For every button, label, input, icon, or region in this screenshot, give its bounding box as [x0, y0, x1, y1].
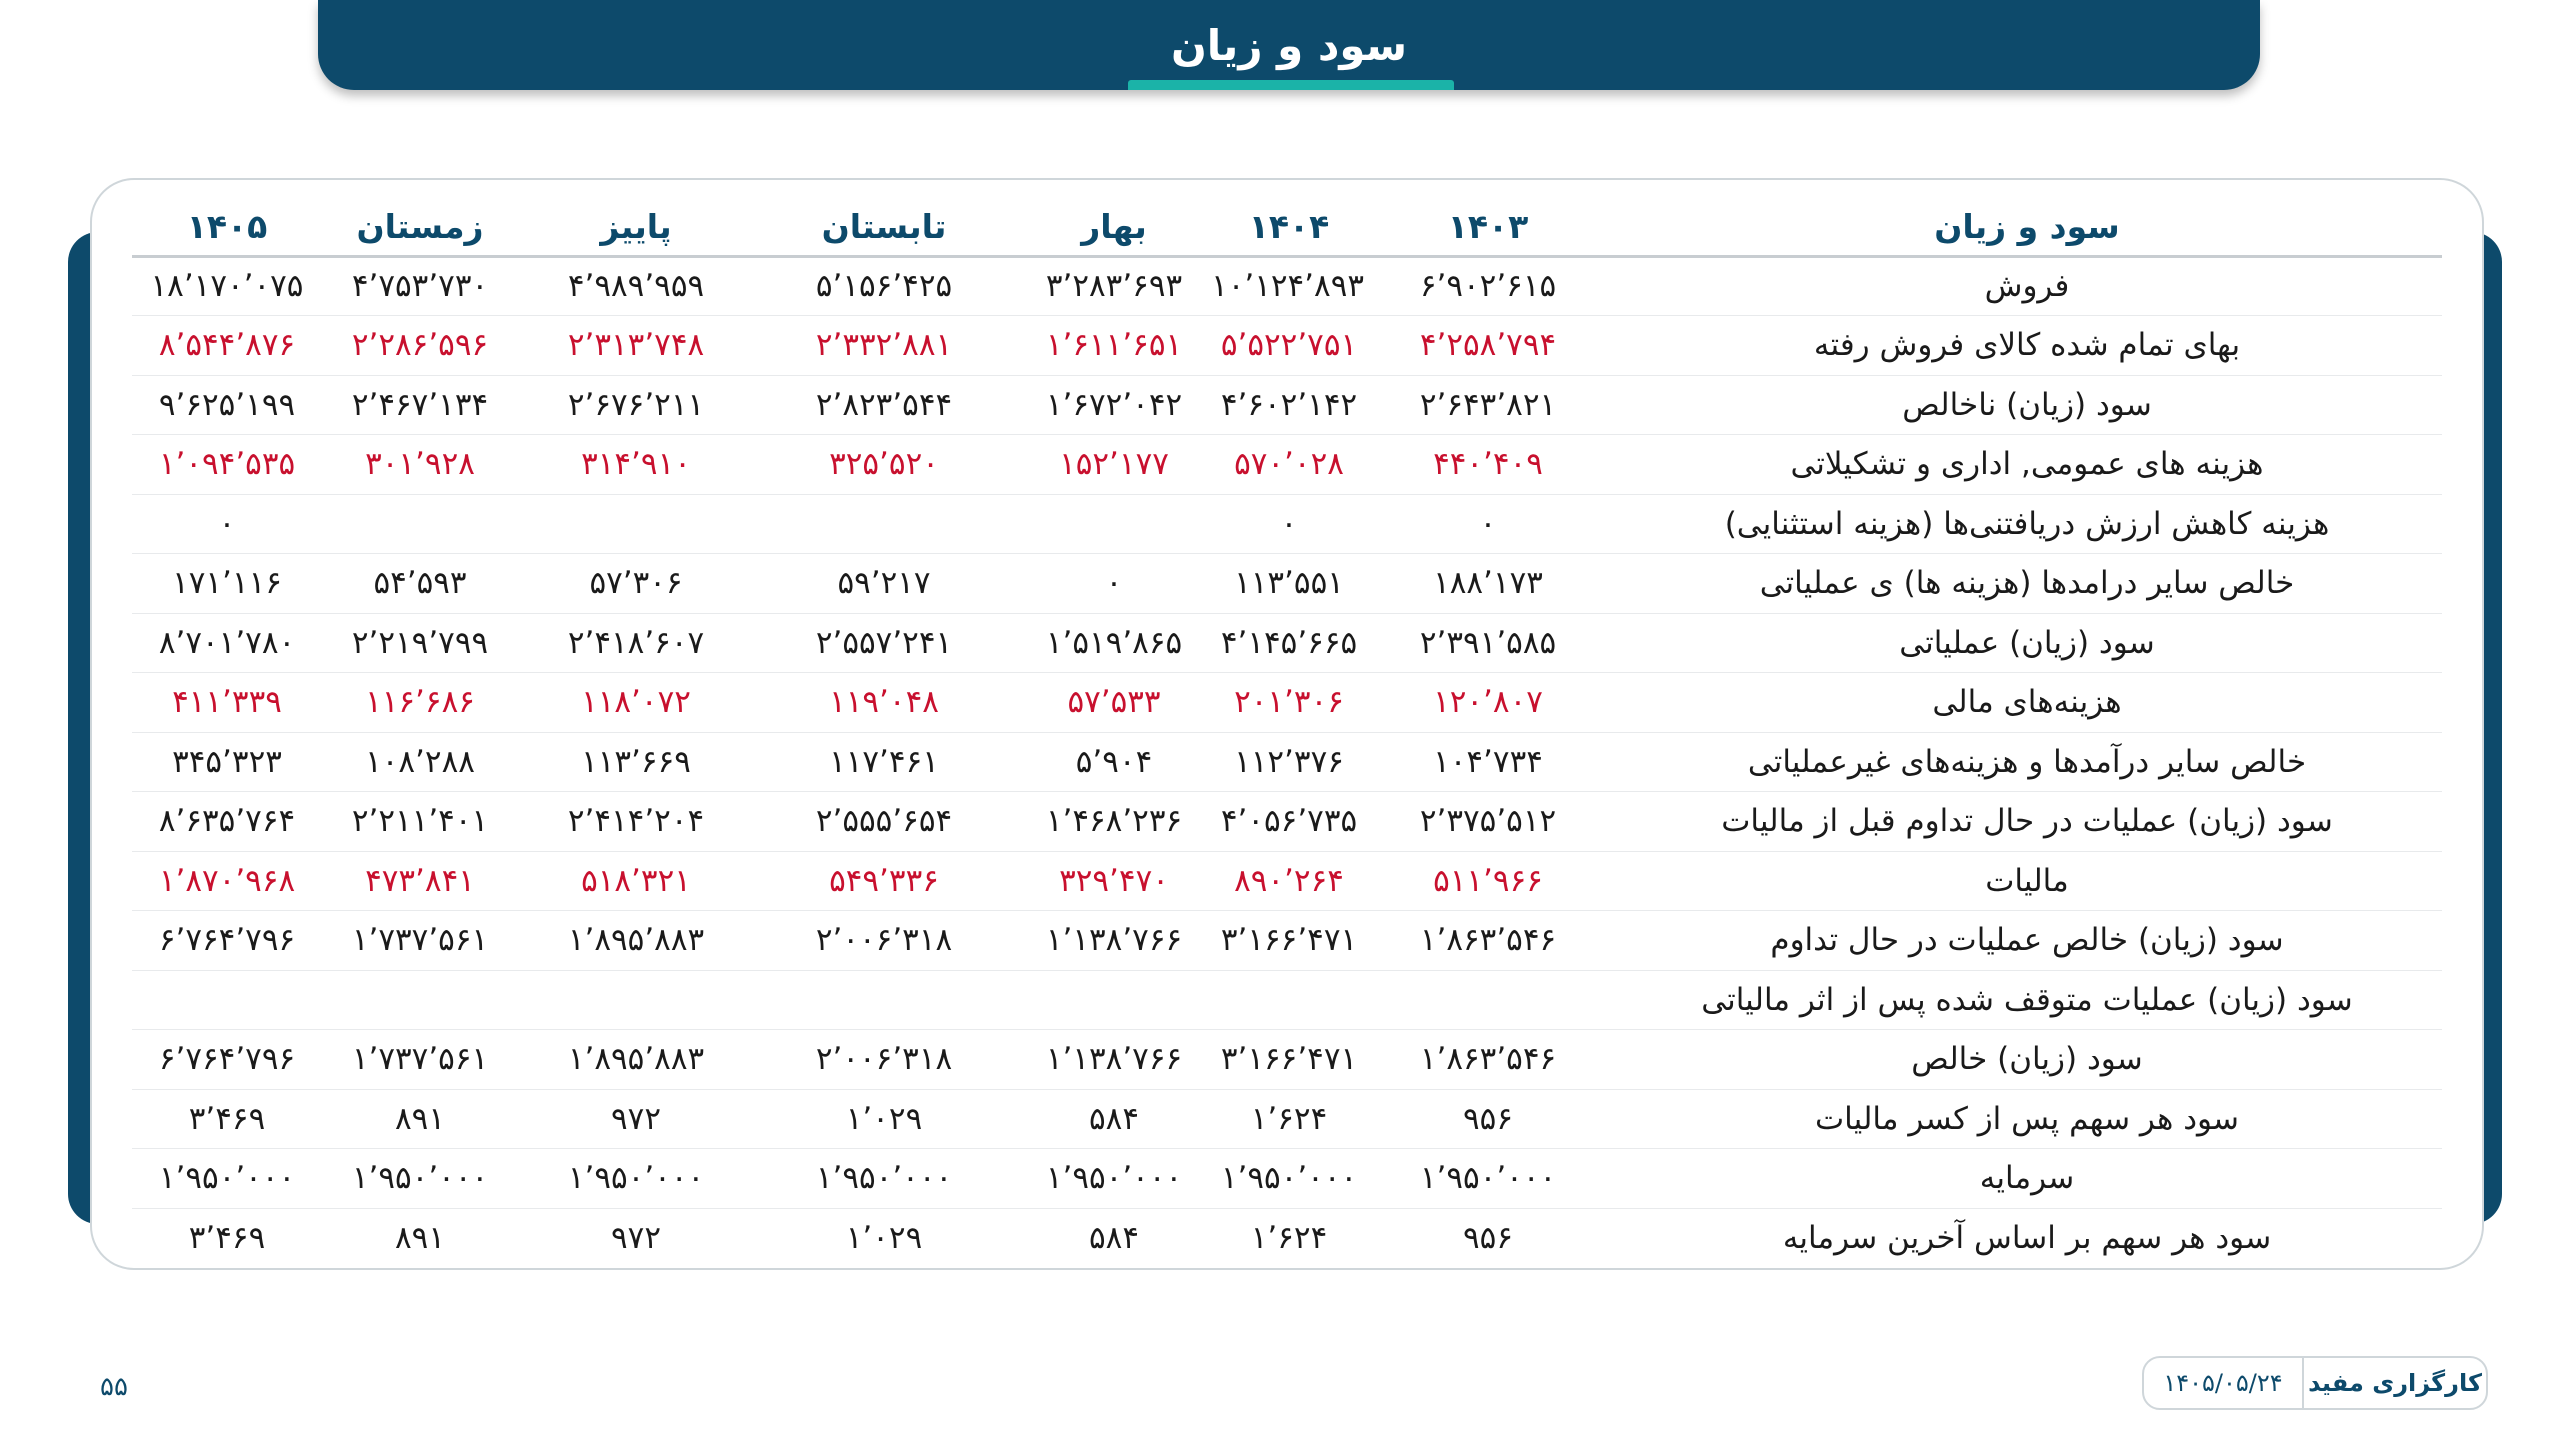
table-cell: [1014, 494, 1214, 554]
table-cell: ۸٬۷۰۱٬۷۸۰: [132, 613, 322, 673]
table-cell: ۳٬۲۸۳٬۶۹۳: [1014, 256, 1214, 316]
table-row: [132, 1149, 2442, 1209]
table-row: [132, 256, 2442, 316]
table-cell: ۱٬۶۷۲٬۰۴۲: [1014, 375, 1214, 435]
table-cell: ۵٬۱۵۶٬۴۲۵: [754, 256, 1014, 316]
table-cell: ۱٬۶۱۱٬۶۵۱: [1014, 316, 1214, 376]
table-cell: ۱۷۱٬۱۱۶: [132, 554, 322, 614]
table-cell: ۲۰۱٬۳۰۶: [1214, 673, 1364, 733]
table-cell: [132, 970, 322, 1030]
table-cell: ۱٬۸۹۵٬۸۸۳: [518, 1030, 754, 1090]
table-cell: ۴٬۶۰۲٬۱۴۲: [1214, 375, 1364, 435]
row-label: سود (زیان) عملیات در حال تداوم قبل از مالیات: [1612, 792, 2442, 852]
table-cell: ۱٬۶۲۴: [1214, 1089, 1364, 1149]
row-label: هزینه‌های مالی: [1612, 673, 2442, 733]
table-cell: ۴٬۰۵۶٬۷۳۵: [1214, 792, 1364, 852]
table-cell: ۱۱۶٬۶۸۶: [322, 673, 518, 733]
table-cell: ۳٬۴۶۹: [188, 1220, 266, 1256]
report-date: ۱۴۰۵/۰۵/۲۴: [2144, 1358, 2304, 1408]
row-label: خالص سایر درآمدها و هزینه‌های غیرعملیاتی: [1612, 732, 2442, 792]
title-accent-bar: [1128, 80, 1454, 90]
table-row: [132, 613, 2442, 673]
table-cell: ۵۸۴: [1089, 1220, 1139, 1256]
row-label: سود هر سهم پس از کسر مالیات: [1612, 1089, 2442, 1149]
table-row: [132, 851, 2442, 911]
table-cell: [322, 970, 518, 1030]
row-label: خالص سایر درامدها (هزینه ها) ی عملیاتی: [1612, 554, 2442, 614]
table-cell: ۱٬۹۵۰٬۰۰۰: [518, 1149, 754, 1209]
table-cell: ۱۰۸٬۲۸۸: [322, 732, 518, 792]
table-cell: ۲٬۲۱۱٬۴۰۱: [322, 792, 518, 852]
table-cell: ۱٬۸۹۵٬۸۸۳: [518, 911, 754, 971]
table-cell: ۵٬۵۲۲٬۷۵۱: [1214, 316, 1364, 376]
table-cell: ۱٬۷۳۷٬۵۶۱: [322, 911, 518, 971]
table-cell: ۴۷۳٬۸۴۱: [322, 851, 518, 911]
table-cell: ۳٬۱۶۶٬۴۷۱: [1214, 1030, 1364, 1090]
table-cell: ۹۵۶: [1364, 1089, 1612, 1149]
table-cell: ۴٬۲۵۸٬۷۹۴: [1364, 316, 1612, 376]
table-cell: ۱٬۹۵۰٬۰۰۰: [132, 1149, 322, 1209]
table-body: [132, 256, 2442, 1268]
table-cell: ۵٬۹۰۴: [1014, 732, 1214, 792]
table-cell: ۲٬۳۳۲٬۸۸۱: [754, 316, 1014, 376]
table-cell: [1364, 970, 1612, 1030]
column-header: ۱۴۰۵: [132, 198, 322, 256]
table-cell: ۸۹۱: [395, 1220, 445, 1256]
table-cell: [754, 970, 1014, 1030]
row-label: فروش: [1612, 256, 2442, 316]
table-cell: ۱۸٬۱۷۰٬۰۷۵: [132, 256, 322, 316]
table-cell: ۸٬۶۳۵٬۷۶۴: [132, 792, 322, 852]
table-cell: ۳۴۵٬۳۲۳: [132, 732, 322, 792]
page-title: سود و زیان: [1170, 20, 1408, 70]
table-row: [132, 1208, 2442, 1268]
table-cell: ۳۰۱٬۹۲۸: [322, 435, 518, 495]
column-header: تابستان: [754, 198, 1014, 256]
column-header: ۱۴۰۴: [1214, 198, 1364, 256]
income-statement-table: [132, 198, 2442, 1268]
table-cell: ۵۴٬۵۹۳: [322, 554, 518, 614]
brand-name: کارگزاری مفید: [2308, 1369, 2482, 1397]
table-cell: ۱۸۸٬۱۷۳: [1364, 554, 1612, 614]
table-cell: ۱٬۱۳۸٬۷۶۶: [1014, 911, 1214, 971]
table-row: [132, 1030, 2442, 1090]
table-cell: ۱٬۹۵۰٬۰۰۰: [754, 1149, 1014, 1209]
table-cell: ۵۱۸٬۳۲۱: [518, 851, 754, 911]
table-cell: ۸٬۵۴۴٬۸۷۶: [132, 316, 322, 376]
table-cell: ۲٬۶۷۶٬۲۱۱: [518, 375, 754, 435]
table-cell: ۵۸۴: [1014, 1089, 1214, 1149]
table-cell: ۲٬۲۸۶٬۵۹۶: [322, 316, 518, 376]
table-cell: [1214, 970, 1364, 1030]
table-cell: ۱۱۲٬۳۷۶: [1214, 732, 1364, 792]
table-cell: ۲٬۳۱۳٬۷۴۸: [518, 316, 754, 376]
table-cell: ۴۱۱٬۳۳۹: [132, 673, 322, 733]
table-cell: [322, 494, 518, 554]
table-cell: ۰: [132, 494, 322, 554]
table-cell: ۱٬۴۶۸٬۲۳۶: [1014, 792, 1214, 852]
table-cell: ۱٬۰۲۹: [845, 1220, 923, 1256]
table-cell: [518, 494, 754, 554]
table-cell: ۲٬۴۶۷٬۱۳۴: [322, 375, 518, 435]
table-cell: ۲٬۰۰۶٬۳۱۸: [754, 1030, 1014, 1090]
table-cell: ۳۱۴٬۹۱۰: [518, 435, 754, 495]
row-label: سود هر سهم بر اساس آخرین سرمایه: [1782, 1220, 2272, 1256]
table-cell: ۱٬۵۱۹٬۸۶۵: [1014, 613, 1214, 673]
table-cell: ۲٬۴۱۴٬۲۰۴: [518, 792, 754, 852]
table-row: [132, 375, 2442, 435]
row-label: سود (زیان) ناخالص: [1612, 375, 2442, 435]
table-cell: ۱۱۹٬۰۴۸: [754, 673, 1014, 733]
row-label: سود (زیان) خالص: [1612, 1030, 2442, 1090]
table-cell: ۴۴۰٬۴۰۹: [1364, 435, 1612, 495]
table-cell: [518, 970, 754, 1030]
table-cell: ۱۱۳٬۶۶۹: [518, 732, 754, 792]
table-cell: ۲٬۵۵۵٬۶۵۴: [754, 792, 1014, 852]
table-cell: ۳٬۱۶۶٬۴۷۱: [1214, 911, 1364, 971]
table-row: [132, 554, 2442, 614]
table-cell: ۰: [1214, 494, 1364, 554]
table-cell: ۰: [1364, 494, 1612, 554]
table-cell: ۴٬۱۴۵٬۶۶۵: [1214, 613, 1364, 673]
row-label: سود (زیان) عملیات متوقف شده پس از اثر مالیاتی: [1612, 970, 2442, 1030]
table-cell: ۴٬۷۵۳٬۷۳۰: [322, 256, 518, 316]
table-row: [132, 792, 2442, 852]
row-label: سود (زیان) خالص عملیات در حال تداوم: [1612, 911, 2442, 971]
table-cell: ۶٬۹۰۲٬۶۱۵: [1364, 256, 1612, 316]
table-cell: ۱٬۹۵۰٬۰۰۰: [1014, 1149, 1214, 1209]
column-header: زمستان: [322, 198, 518, 256]
table-cell: ۸۹۱: [322, 1089, 518, 1149]
table-cell: ۲٬۲۱۹٬۷۹۹: [322, 613, 518, 673]
table-cell: ۴٬۹۸۹٬۹۵۹: [518, 256, 754, 316]
table-cell: ۹٬۶۲۵٬۱۹۹: [132, 375, 322, 435]
table-cell: ۳۲۵٬۵۲۰: [754, 435, 1014, 495]
table-cell: ۹۷۲: [518, 1089, 754, 1149]
table-row: [132, 1089, 2442, 1149]
table-cell: ۲٬۴۱۸٬۶۰۷: [518, 613, 754, 673]
row-label: هزینه کاهش ارزش دریافتنی‌ها (هزینه استثنایی): [1612, 494, 2442, 554]
row-label: هزینه های عمومی, اداری و تشکیلاتی: [1612, 435, 2442, 495]
table-cell: ۶٬۷۶۴٬۷۹۶: [132, 911, 322, 971]
table-cell: ۲٬۳۷۵٬۵۱۲: [1364, 792, 1612, 852]
table-cell: ۱٬۷۳۷٬۵۶۱: [322, 1030, 518, 1090]
table-cell: ۳٬۴۶۹: [132, 1089, 322, 1149]
table-cell: ۱٬۶۲۴: [1250, 1220, 1328, 1256]
table-cell: ۱٬۹۵۰٬۰۰۰: [1214, 1149, 1364, 1209]
table-cell: ۵۷٬۵۳۳: [1014, 673, 1214, 733]
table-cell: ۵۷۰٬۰۲۸: [1214, 435, 1364, 495]
table-cell: ۵۹٬۲۱۷: [754, 554, 1014, 614]
row-label: سرمایه: [1612, 1149, 2442, 1209]
column-header: ۱۴۰۳: [1364, 198, 1612, 256]
table-row: [132, 316, 2442, 376]
table-cell: ۱۰٬۱۲۴٬۸۹۳: [1214, 256, 1364, 316]
table-cell: ۵۴۹٬۳۳۶: [754, 851, 1014, 911]
table-cell: ۹۵۶: [1463, 1220, 1513, 1256]
table-cell: ۱۰۴٬۷۳۴: [1364, 732, 1612, 792]
row-label: مالیات: [1612, 851, 2442, 911]
table-cell: ۱٬۸۷۰٬۹۶۸: [132, 851, 322, 911]
table-cell: [1014, 970, 1214, 1030]
table-cell: ۱۱۷٬۴۶۱: [754, 732, 1014, 792]
table-header-row: [132, 198, 2442, 256]
table-row: [132, 673, 2442, 733]
table-cell: ۵۷٬۳۰۶: [518, 554, 754, 614]
table-cell: ۱٬۹۵۰٬۰۰۰: [1364, 1149, 1612, 1209]
table-cell: ۲٬۵۵۷٬۲۴۱: [754, 613, 1014, 673]
table-cell: ۱۲۰٬۸۰۷: [1364, 673, 1612, 733]
table-card: [90, 178, 2484, 1270]
row-label: سود (زیان) عملیاتی: [1612, 613, 2442, 673]
table-cell: ۹۷۲: [611, 1220, 661, 1256]
table-cell: ۱٬۸۶۳٬۵۴۶: [1364, 911, 1612, 971]
table-cell: ۵۱۱٬۹۶۶: [1364, 851, 1612, 911]
table-row: [132, 732, 2442, 792]
table-cell: ۱٬۰۹۴٬۵۳۵: [132, 435, 322, 495]
table-cell: ۱۱۳٬۵۵۱: [1214, 554, 1364, 614]
table-cell: ۱٬۸۶۳٬۵۴۶: [1364, 1030, 1612, 1090]
table-cell: ۱٬۰۲۹: [754, 1089, 1014, 1149]
table-cell: ۲٬۳۹۱٬۵۸۵: [1364, 613, 1612, 673]
row-label: بهای تمام شده کالای فروش رفته: [1612, 316, 2442, 376]
column-header: بهار: [1014, 198, 1214, 256]
header-banner: [318, 0, 2260, 90]
table-cell: ۱۵۲٬۱۷۷: [1014, 435, 1214, 495]
table-cell: [754, 494, 1014, 554]
table-cell: ۲٬۸۲۳٬۵۴۴: [754, 375, 1014, 435]
table-row: [132, 911, 2442, 971]
footer-info-box: [2142, 1356, 2488, 1410]
table-cell: ۱٬۱۳۸٬۷۶۶: [1014, 1030, 1214, 1090]
table-cell: ۲٬۰۰۶٬۳۱۸: [754, 911, 1014, 971]
table-cell: ۰: [1014, 554, 1214, 614]
table-cell: ۶٬۷۶۴٬۷۹۶: [132, 1030, 322, 1090]
table-cell: ۱۱۸٬۰۷۲: [518, 673, 754, 733]
page-number: ۵۵: [100, 1372, 128, 1402]
column-header-label: سود و زیان: [1612, 198, 2442, 256]
table-row: [132, 435, 2442, 495]
table-cell: ۳۲۹٬۴۷۰: [1014, 851, 1214, 911]
table-cell: ۱٬۹۵۰٬۰۰۰: [322, 1149, 518, 1209]
table-row: [132, 494, 2442, 554]
column-header: پاییز: [518, 198, 754, 256]
table-cell: ۲٬۶۴۳٬۸۲۱: [1364, 375, 1612, 435]
table-row: [132, 970, 2442, 1030]
table-cell: ۸۹۰٬۲۶۴: [1214, 851, 1364, 911]
